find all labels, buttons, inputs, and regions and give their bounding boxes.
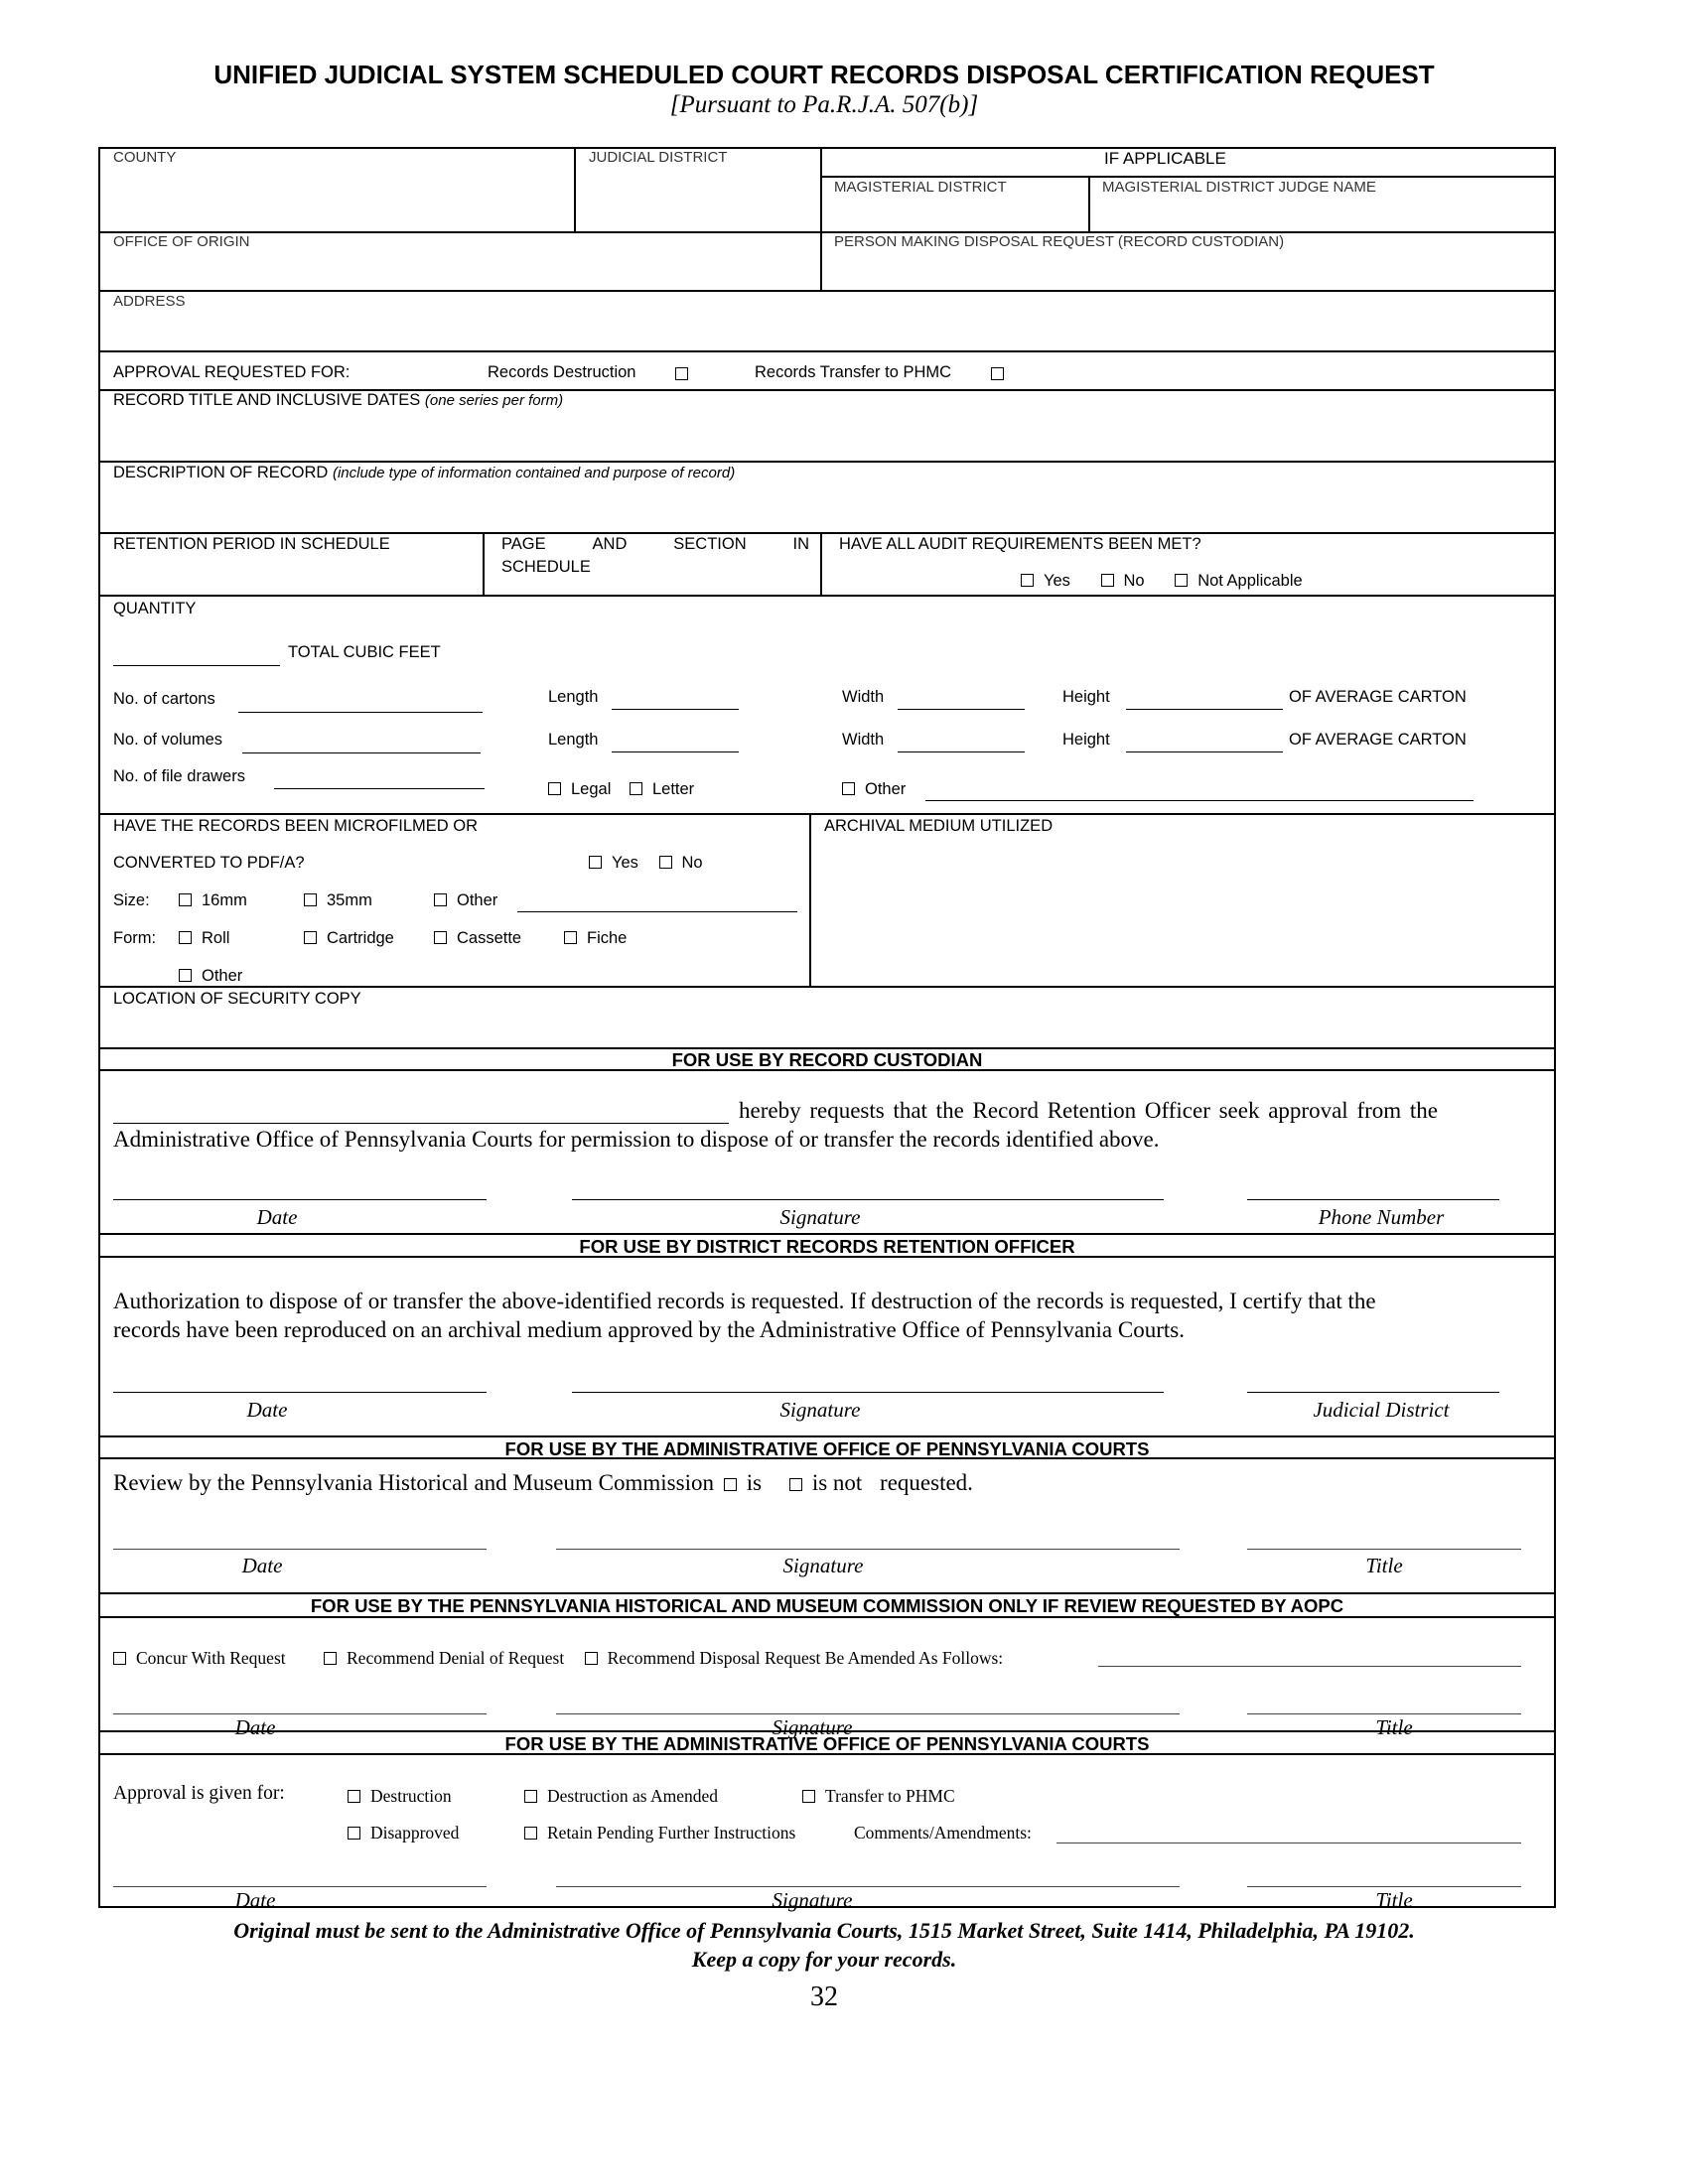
- form-label: Form:: [113, 929, 157, 947]
- review-signature-field[interactable]: [556, 1549, 1180, 1550]
- size-35mm-option: 35mm: [304, 891, 372, 910]
- aopc-final-bar: FOR USE BY THE ADMINISTRATIVE OFFICE OF PENNSYLVANIA COURTS: [504, 1733, 1150, 1754]
- comments-label: Comments/Amendments:: [854, 1823, 1032, 1843]
- drawers-label: No. of file drawers: [113, 767, 245, 785]
- magisterial-district-field[interactable]: [824, 199, 1084, 228]
- judicial-district-field[interactable]: [578, 169, 816, 228]
- review-title-caption: Title: [1365, 1554, 1403, 1577]
- magisterial-district-label: MAGISTERIAL DISTRICT: [834, 179, 1007, 196]
- cartons-length-field[interactable]: [612, 709, 739, 710]
- microfilm-question-1: HAVE THE RECORDS BEEN MICROFILMED OR: [113, 817, 479, 835]
- retain-option: Retain Pending Further Instructions: [524, 1823, 795, 1843]
- audit-options: Yes No Not Applicable: [1021, 572, 1303, 591]
- form-other-checkbox[interactable]: [179, 969, 192, 982]
- district-date-caption: Date: [246, 1398, 288, 1422]
- audit-yes-checkbox[interactable]: [1021, 574, 1034, 587]
- other-size-checkbox[interactable]: [842, 782, 855, 795]
- destruction-amended-option: Destruction as Amended: [524, 1786, 718, 1807]
- audit-label: HAVE ALL AUDIT REQUIREMENTS BEEN MET?: [839, 535, 1201, 553]
- person-making-request-field[interactable]: [824, 253, 1551, 287]
- size-other-field[interactable]: [517, 911, 797, 912]
- archival-medium-field[interactable]: [816, 842, 1551, 981]
- phmc-bar: FOR USE BY THE PENNSYLVANIA HISTORICAL AND MUSEUM COMMISSION ONLY IF REVIEW REQUESTED BY AOPC: [310, 1595, 1344, 1616]
- records-destruction-checkbox[interactable]: [675, 367, 688, 380]
- page-number: 32: [810, 1981, 838, 2012]
- volumes-width-field[interactable]: [898, 751, 1025, 752]
- custodian-signature-caption: Signature: [779, 1205, 861, 1229]
- size-16mm-option: 16mm: [179, 891, 247, 910]
- district-date-field[interactable]: [113, 1392, 487, 1393]
- form-roll-option: Roll: [179, 929, 229, 948]
- destruction-option: Destruction: [348, 1786, 452, 1807]
- concur-checkbox[interactable]: [113, 1652, 126, 1665]
- review-signature-caption: Signature: [782, 1554, 864, 1577]
- other-size-option: Other: [842, 780, 906, 799]
- volumes-avg-label: OF AVERAGE CARTON: [1289, 731, 1467, 749]
- amend-checkbox[interactable]: [585, 1652, 598, 1665]
- final-signature-field[interactable]: [556, 1886, 1180, 1887]
- record-title-label: RECORD TITLE AND INCLUSIVE DATES (one series per form): [113, 391, 564, 409]
- volumes-width-label: Width: [842, 731, 885, 749]
- custodian-text-1: hereby requests that the Record Retention Officer seek approval from the: [739, 1098, 1438, 1123]
- office-of-origin-field[interactable]: [103, 253, 816, 287]
- custodian-bar: FOR USE BY RECORD CUSTODIAN: [671, 1049, 983, 1070]
- custodian-signature-field[interactable]: [572, 1199, 1164, 1200]
- volumes-length-label: Length: [548, 731, 599, 749]
- microfilm-options: Yes No: [589, 854, 703, 873]
- district-text-1: Authorization to dispose of or transfer the above-identified records is requested. If destruction of the records is requested, I certify that the: [113, 1289, 1376, 1313]
- security-copy-field[interactable]: [103, 1011, 1551, 1044]
- phmc-options: Concur With Request Recommend Denial of Request Recommend Disposal Request Be Amended As Follows:: [113, 1648, 1003, 1669]
- total-cubic-feet-label: TOTAL CUBIC FEET: [288, 643, 441, 661]
- deny-checkbox[interactable]: [324, 1652, 337, 1665]
- phmc-date-field[interactable]: [113, 1713, 487, 1714]
- description-field[interactable]: [103, 484, 1551, 529]
- custodian-phone-caption: Phone Number: [1318, 1205, 1445, 1229]
- district-signature-field[interactable]: [572, 1392, 1164, 1393]
- phmc-signature-caption: Signature: [772, 1715, 853, 1739]
- size-other-option: Other: [434, 891, 497, 910]
- retain-checkbox[interactable]: [524, 1827, 537, 1840]
- custodian-date-field[interactable]: [113, 1199, 487, 1200]
- paper-size-options: Legal Letter: [548, 780, 694, 799]
- audit-na-checkbox[interactable]: [1175, 574, 1188, 587]
- footer-line-2: Keep a copy for your records.: [691, 1947, 957, 1972]
- form-cassette-checkbox[interactable]: [434, 931, 447, 944]
- form-cartridge-checkbox[interactable]: [304, 931, 317, 944]
- custodian-name-field[interactable]: [113, 1123, 729, 1124]
- letter-checkbox[interactable]: [630, 782, 642, 795]
- quantity-label: QUANTITY: [113, 600, 197, 617]
- final-title-field[interactable]: [1247, 1886, 1521, 1887]
- volumes-height-field[interactable]: [1126, 751, 1283, 752]
- retention-period-label: RETENTION PERIOD IN SCHEDULE: [113, 535, 390, 553]
- cartons-height-label: Height: [1062, 688, 1110, 706]
- custodian-date-caption: Date: [256, 1205, 298, 1229]
- address-field[interactable]: [103, 313, 1551, 347]
- volumes-height-label: Height: [1062, 731, 1110, 749]
- custodian-phone-field[interactable]: [1247, 1199, 1499, 1200]
- records-destruction-label: Records Destruction: [488, 363, 636, 381]
- review-title-field[interactable]: [1247, 1549, 1521, 1550]
- custodian-text-2: Administrative Office of Pennsylvania Courts for permission to dispose of or transfer the records identified above.: [113, 1127, 1160, 1152]
- form-cassette-option: Cassette: [434, 929, 521, 948]
- cartons-width-field[interactable]: [898, 709, 1025, 710]
- record-title-field[interactable]: [103, 412, 1551, 458]
- audit-no-checkbox[interactable]: [1101, 574, 1114, 587]
- cartons-avg-label: OF AVERAGE CARTON: [1289, 688, 1467, 706]
- other-size-field[interactable]: [925, 800, 1474, 801]
- final-title-caption: Title: [1375, 1888, 1413, 1912]
- final-signature-caption: Signature: [772, 1888, 853, 1912]
- mdj-name-field[interactable]: [1092, 199, 1551, 228]
- drawers-field[interactable]: [274, 788, 485, 789]
- phmc-signature-field[interactable]: [556, 1713, 1180, 1714]
- disapproved-option: Disapproved: [348, 1823, 459, 1843]
- district-bar: FOR USE BY DISTRICT RECORDS RETENTION OFFICER: [579, 1236, 1075, 1257]
- cartons-width-label: Width: [842, 688, 885, 706]
- phmc-review-line: Review by the Pennsylvania Historical and Museum Commission is is not requested.: [113, 1470, 973, 1495]
- volumes-label: No. of volumes: [113, 731, 223, 749]
- form-other-field[interactable]: [266, 986, 798, 987]
- destruction-checkbox[interactable]: [348, 1790, 360, 1803]
- district-signature-caption: Signature: [779, 1398, 861, 1422]
- transfer-option: Transfer to PHMC: [802, 1786, 955, 1807]
- size-16mm-checkbox[interactable]: [179, 893, 192, 906]
- form-subtitle: [Pursuant to Pa.R.J.A. 507(b)]: [669, 91, 979, 118]
- form-other-option: Other: [179, 967, 242, 986]
- aopc-review-bar: FOR USE BY THE ADMINISTRATIVE OFFICE OF PENNSYLVANIA COURTS: [504, 1438, 1150, 1459]
- cartons-length-label: Length: [548, 688, 599, 706]
- cartons-label: No. of cartons: [113, 690, 215, 708]
- district-judicial-district-caption: Judicial District: [1313, 1398, 1450, 1422]
- person-making-request-label: PERSON MAKING DISPOSAL REQUEST (RECORD CUSTODIAN): [834, 233, 1285, 250]
- records-transfer-checkbox[interactable]: [991, 367, 1004, 380]
- legal-checkbox[interactable]: [548, 782, 561, 795]
- microfilm-no-checkbox[interactable]: [659, 856, 672, 869]
- size-35mm-checkbox[interactable]: [304, 893, 317, 906]
- microfilm-question-2: CONVERTED TO PDF/A?: [113, 854, 305, 872]
- county-label: COUNTY: [113, 149, 177, 166]
- judicial-district-label: JUDICIAL DISTRICT: [589, 149, 728, 166]
- volumes-length-field[interactable]: [612, 751, 739, 752]
- total-cubic-feet-field[interactable]: [113, 665, 280, 666]
- cartons-field[interactable]: [238, 712, 483, 713]
- security-copy-label: LOCATION OF SECURITY COPY: [113, 990, 361, 1008]
- form-cartridge-option: Cartridge: [304, 929, 394, 948]
- district-text-2: records have been reproduced on an archival medium approved by the Administrative Office of Pennsylvania Courts.: [113, 1317, 1185, 1342]
- review-is-checkbox[interactable]: [724, 1478, 737, 1491]
- records-transfer-label: Records Transfer to PHMC: [755, 363, 952, 381]
- phmc-title-field[interactable]: [1247, 1713, 1521, 1714]
- office-of-origin-label: OFFICE OF ORIGIN: [113, 233, 250, 250]
- review-date-caption: Date: [241, 1554, 283, 1577]
- form-fiche-option: Fiche: [564, 929, 627, 948]
- form-title: UNIFIED JUDICIAL SYSTEM SCHEDULED COURT RECORDS DISPOSAL CERTIFICATION REQUEST: [213, 60, 1435, 89]
- review-date-field[interactable]: [113, 1549, 487, 1550]
- transfer-phmc-checkbox[interactable]: [802, 1790, 815, 1803]
- microfilm-yes-checkbox[interactable]: [589, 856, 602, 869]
- review-is-not-checkbox[interactable]: [789, 1478, 802, 1491]
- description-label: DESCRIPTION OF RECORD (include type of information contained and purpose of record): [113, 464, 736, 481]
- phmc-date-caption: Date: [234, 1715, 276, 1739]
- if-applicable-label: IF APPLICABLE: [1104, 149, 1226, 168]
- approval-label: APPROVAL REQUESTED FOR:: [113, 363, 351, 381]
- disapproved-checkbox[interactable]: [348, 1827, 360, 1840]
- approval-for-label: Approval is given for:: [113, 1783, 285, 1804]
- district-judicial-district-field[interactable]: [1247, 1392, 1499, 1393]
- destruction-amended-checkbox[interactable]: [524, 1790, 537, 1803]
- form-roll-checkbox[interactable]: [179, 931, 192, 944]
- final-date-caption: Date: [234, 1888, 276, 1912]
- address-label: ADDRESS: [113, 293, 186, 310]
- size-other-checkbox[interactable]: [434, 893, 447, 906]
- page-section-label-2: SCHEDULE: [501, 558, 591, 576]
- size-label: Size:: [113, 891, 150, 909]
- phmc-title-caption: Title: [1375, 1715, 1413, 1739]
- county-field[interactable]: [103, 169, 570, 228]
- page-section-label-1: PAGE AND SECTION IN: [501, 535, 809, 553]
- footer-line-1: Original must be sent to the Administrative Office of Pennsylvania Courts, 1515 Market Street, Suite 1414, Philadelphia, PA 19102.: [233, 1918, 1415, 1943]
- volumes-field[interactable]: [242, 752, 481, 753]
- final-date-field[interactable]: [113, 1886, 487, 1887]
- amend-field[interactable]: [1098, 1666, 1521, 1667]
- archival-medium-label: ARCHIVAL MEDIUM UTILIZED: [824, 817, 1054, 835]
- cartons-height-field[interactable]: [1126, 709, 1283, 710]
- mdj-name-label: MAGISTERIAL DISTRICT JUDGE NAME: [1102, 179, 1376, 196]
- form-fiche-checkbox[interactable]: [564, 931, 577, 944]
